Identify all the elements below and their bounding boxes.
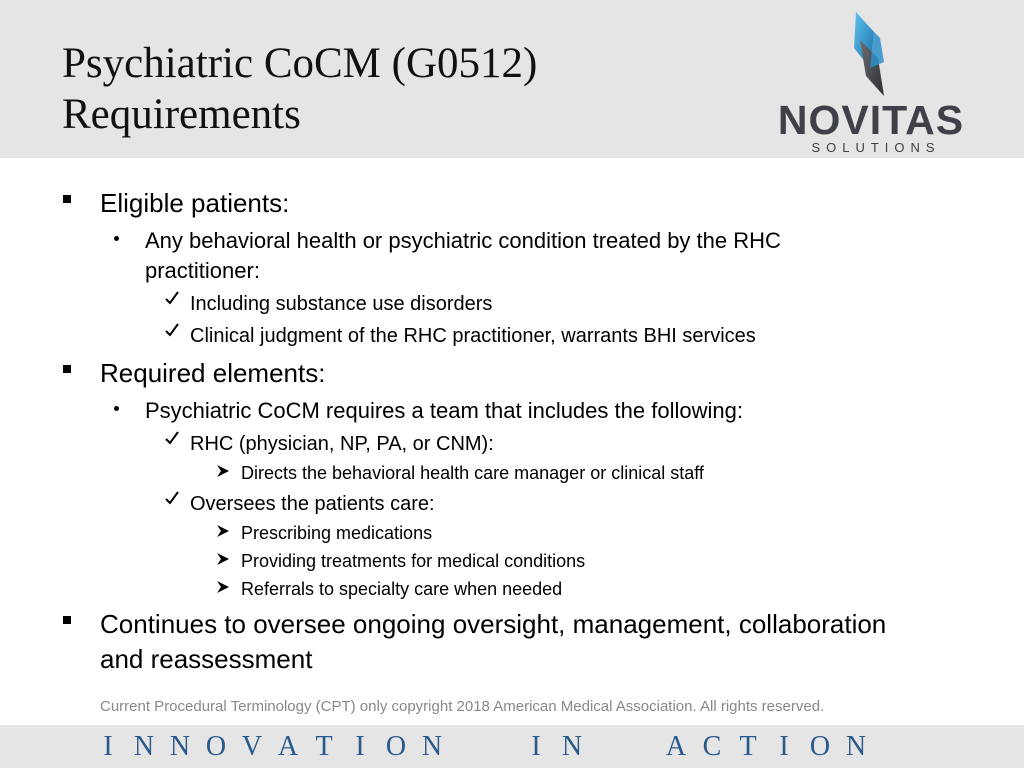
sub-bullet-team [145, 396, 945, 426]
check-item-label: RHC (physician, NP, PA, or CNM): [190, 433, 494, 455]
sub-bullet-label-line-1: Any behavioral health or psychiatric condition treated by the RHC [145, 228, 781, 253]
dot-bullet-icon [114, 406, 119, 411]
arrowhead-icon [216, 524, 230, 538]
check-item-rhc [190, 428, 494, 460]
arrow-item-prescribing [241, 519, 432, 547]
square-bullet-icon [63, 195, 71, 203]
logo-wordmark: NOVITAS [777, 97, 965, 143]
sub-bullet-label-line-2: practitioner: [145, 258, 260, 283]
bullet-label-line-1: Continues to oversee ongoing oversight, management, collaboration [100, 609, 887, 639]
arrow-item-directs [241, 459, 704, 487]
bullet-continues-oversee [100, 607, 980, 677]
check-item-label: Including substance use disorders [190, 293, 493, 315]
check-item-label: Clinical judgment of the RHC practitioner, warrants BHI services [190, 325, 756, 347]
tagline-word-2: I N [531, 731, 583, 762]
checkmark-icon [164, 290, 180, 306]
arrowhead-icon [216, 580, 230, 594]
dot-bullet-icon [114, 236, 119, 241]
bullet-label: Eligible patients: [100, 188, 290, 218]
arrowhead-icon [216, 464, 230, 478]
arrow-item-label: Directs the behavioral health care manager or clinical staff [241, 463, 704, 483]
arrow-item-label: Referrals to specialty care when needed [241, 579, 563, 599]
checkmark-icon [164, 490, 180, 506]
arrow-item-label: Prescribing medications [241, 523, 433, 543]
bullet-label: Required elements: [100, 358, 326, 388]
sub-bullet-label: Psychiatric CoCM requires a team that includes the following: [145, 398, 743, 423]
tagline-word-3: A C T I O N [665, 731, 867, 762]
arrow-item-referrals [241, 575, 562, 603]
bullet-required-elements [100, 356, 325, 391]
logo-submark: SOLUTIONS [811, 140, 941, 155]
bullet-eligible-patients [100, 186, 289, 221]
check-item-substance [190, 288, 492, 320]
check-item-clinical-judgment [190, 320, 756, 352]
checkmark-icon [164, 322, 180, 338]
arrow-item-treatments [241, 547, 585, 575]
tagline [90, 730, 970, 764]
check-item-oversees [190, 488, 435, 520]
arrow-item-label: Providing treatments for medical conditions [241, 551, 586, 571]
arrowhead-icon [216, 552, 230, 566]
title-line-2: Requirements [62, 91, 301, 138]
bullet-label-line-2: and reassessment [100, 644, 313, 674]
tagline-word-1: I N N O V A T I O N [103, 731, 443, 762]
checkmark-icon [164, 430, 180, 446]
title-line-1: Psychiatric CoCM (G0512) [62, 40, 538, 87]
square-bullet-icon [63, 616, 71, 624]
sub-bullet-any-condition [145, 226, 925, 286]
square-bullet-icon [63, 365, 71, 373]
check-item-label: Oversees the patients care: [190, 493, 435, 515]
copyright-footnote: Current Procedural Terminology (CPT) only copyright 2018 American Medical Association. All rights reserved. [100, 698, 825, 715]
